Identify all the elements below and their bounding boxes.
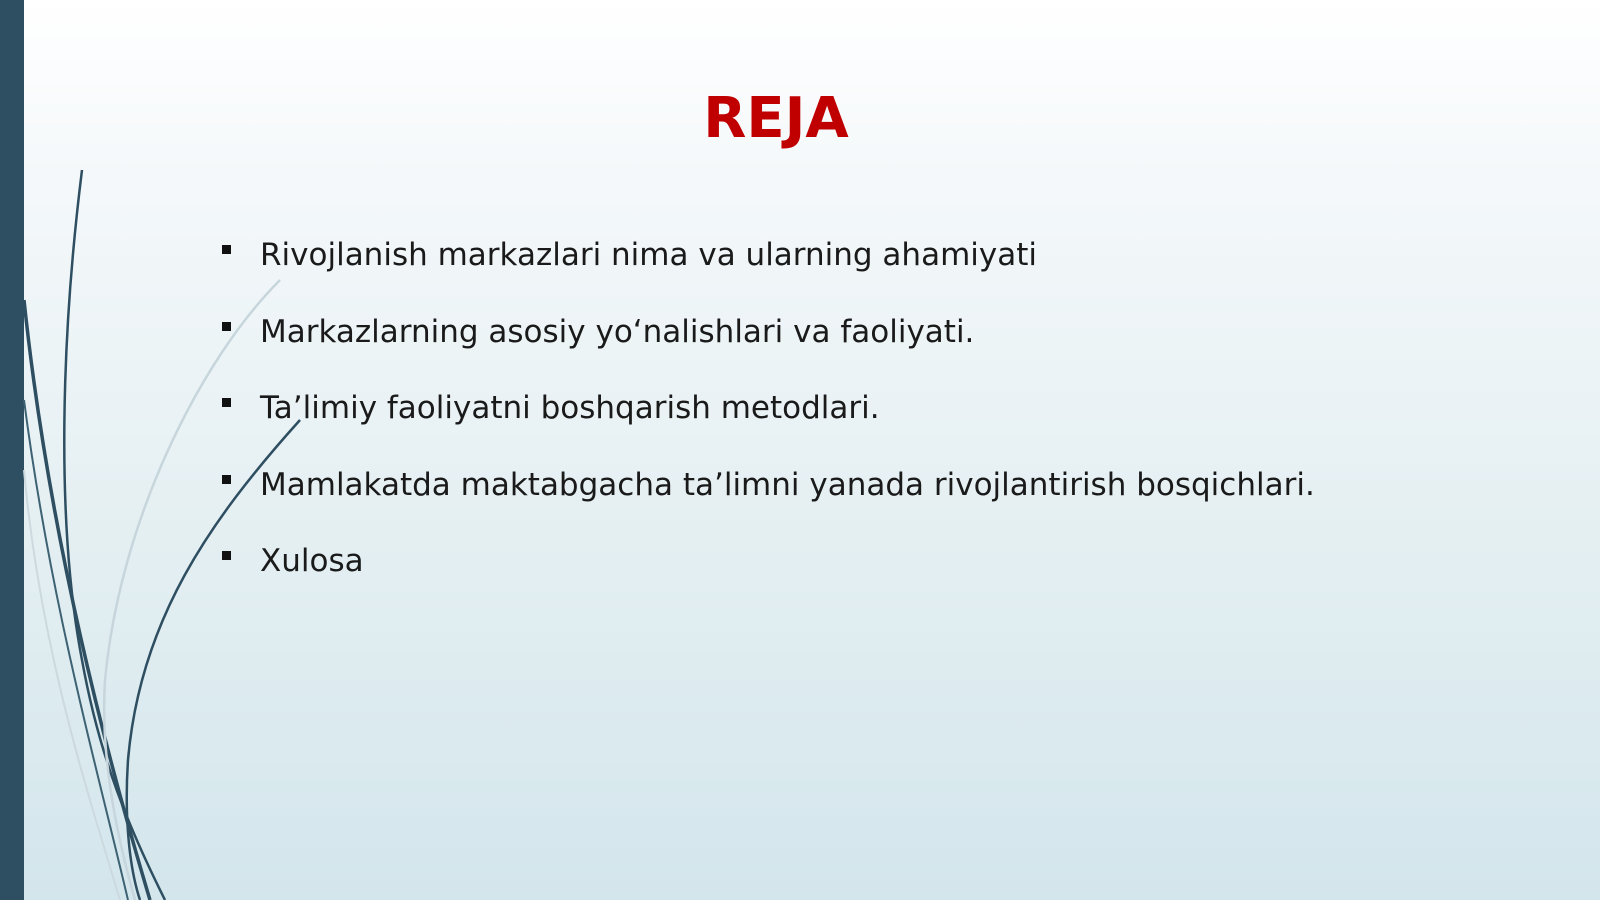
bullet-text: Rivojlanish markazlari nima va ularning ahamiyati xyxy=(260,237,1037,273)
square-bullet-icon xyxy=(222,475,231,484)
square-bullet-icon xyxy=(222,322,231,331)
square-bullet-icon xyxy=(222,245,231,254)
bullet-text: Ta’limiy faoliyatni boshqarish metodlari. xyxy=(260,390,880,426)
slide-title: REJA xyxy=(703,86,849,151)
bullet-text: Mamlakatda maktabgacha ta’limni yanada rivojlantirish bosqichlari. xyxy=(260,466,1315,503)
bullet-text: Xulosa xyxy=(260,543,364,579)
list-item xyxy=(222,230,1315,307)
list-item xyxy=(222,460,1315,537)
bullet-list xyxy=(222,230,1315,613)
bullet-text: Markazlarning asosiy yo‘nalishlari va faoliyati. xyxy=(260,313,975,350)
list-item xyxy=(222,383,1315,460)
list-item xyxy=(222,536,1315,613)
list-item xyxy=(222,307,1315,384)
square-bullet-icon xyxy=(222,398,231,407)
square-bullet-icon xyxy=(222,551,231,560)
